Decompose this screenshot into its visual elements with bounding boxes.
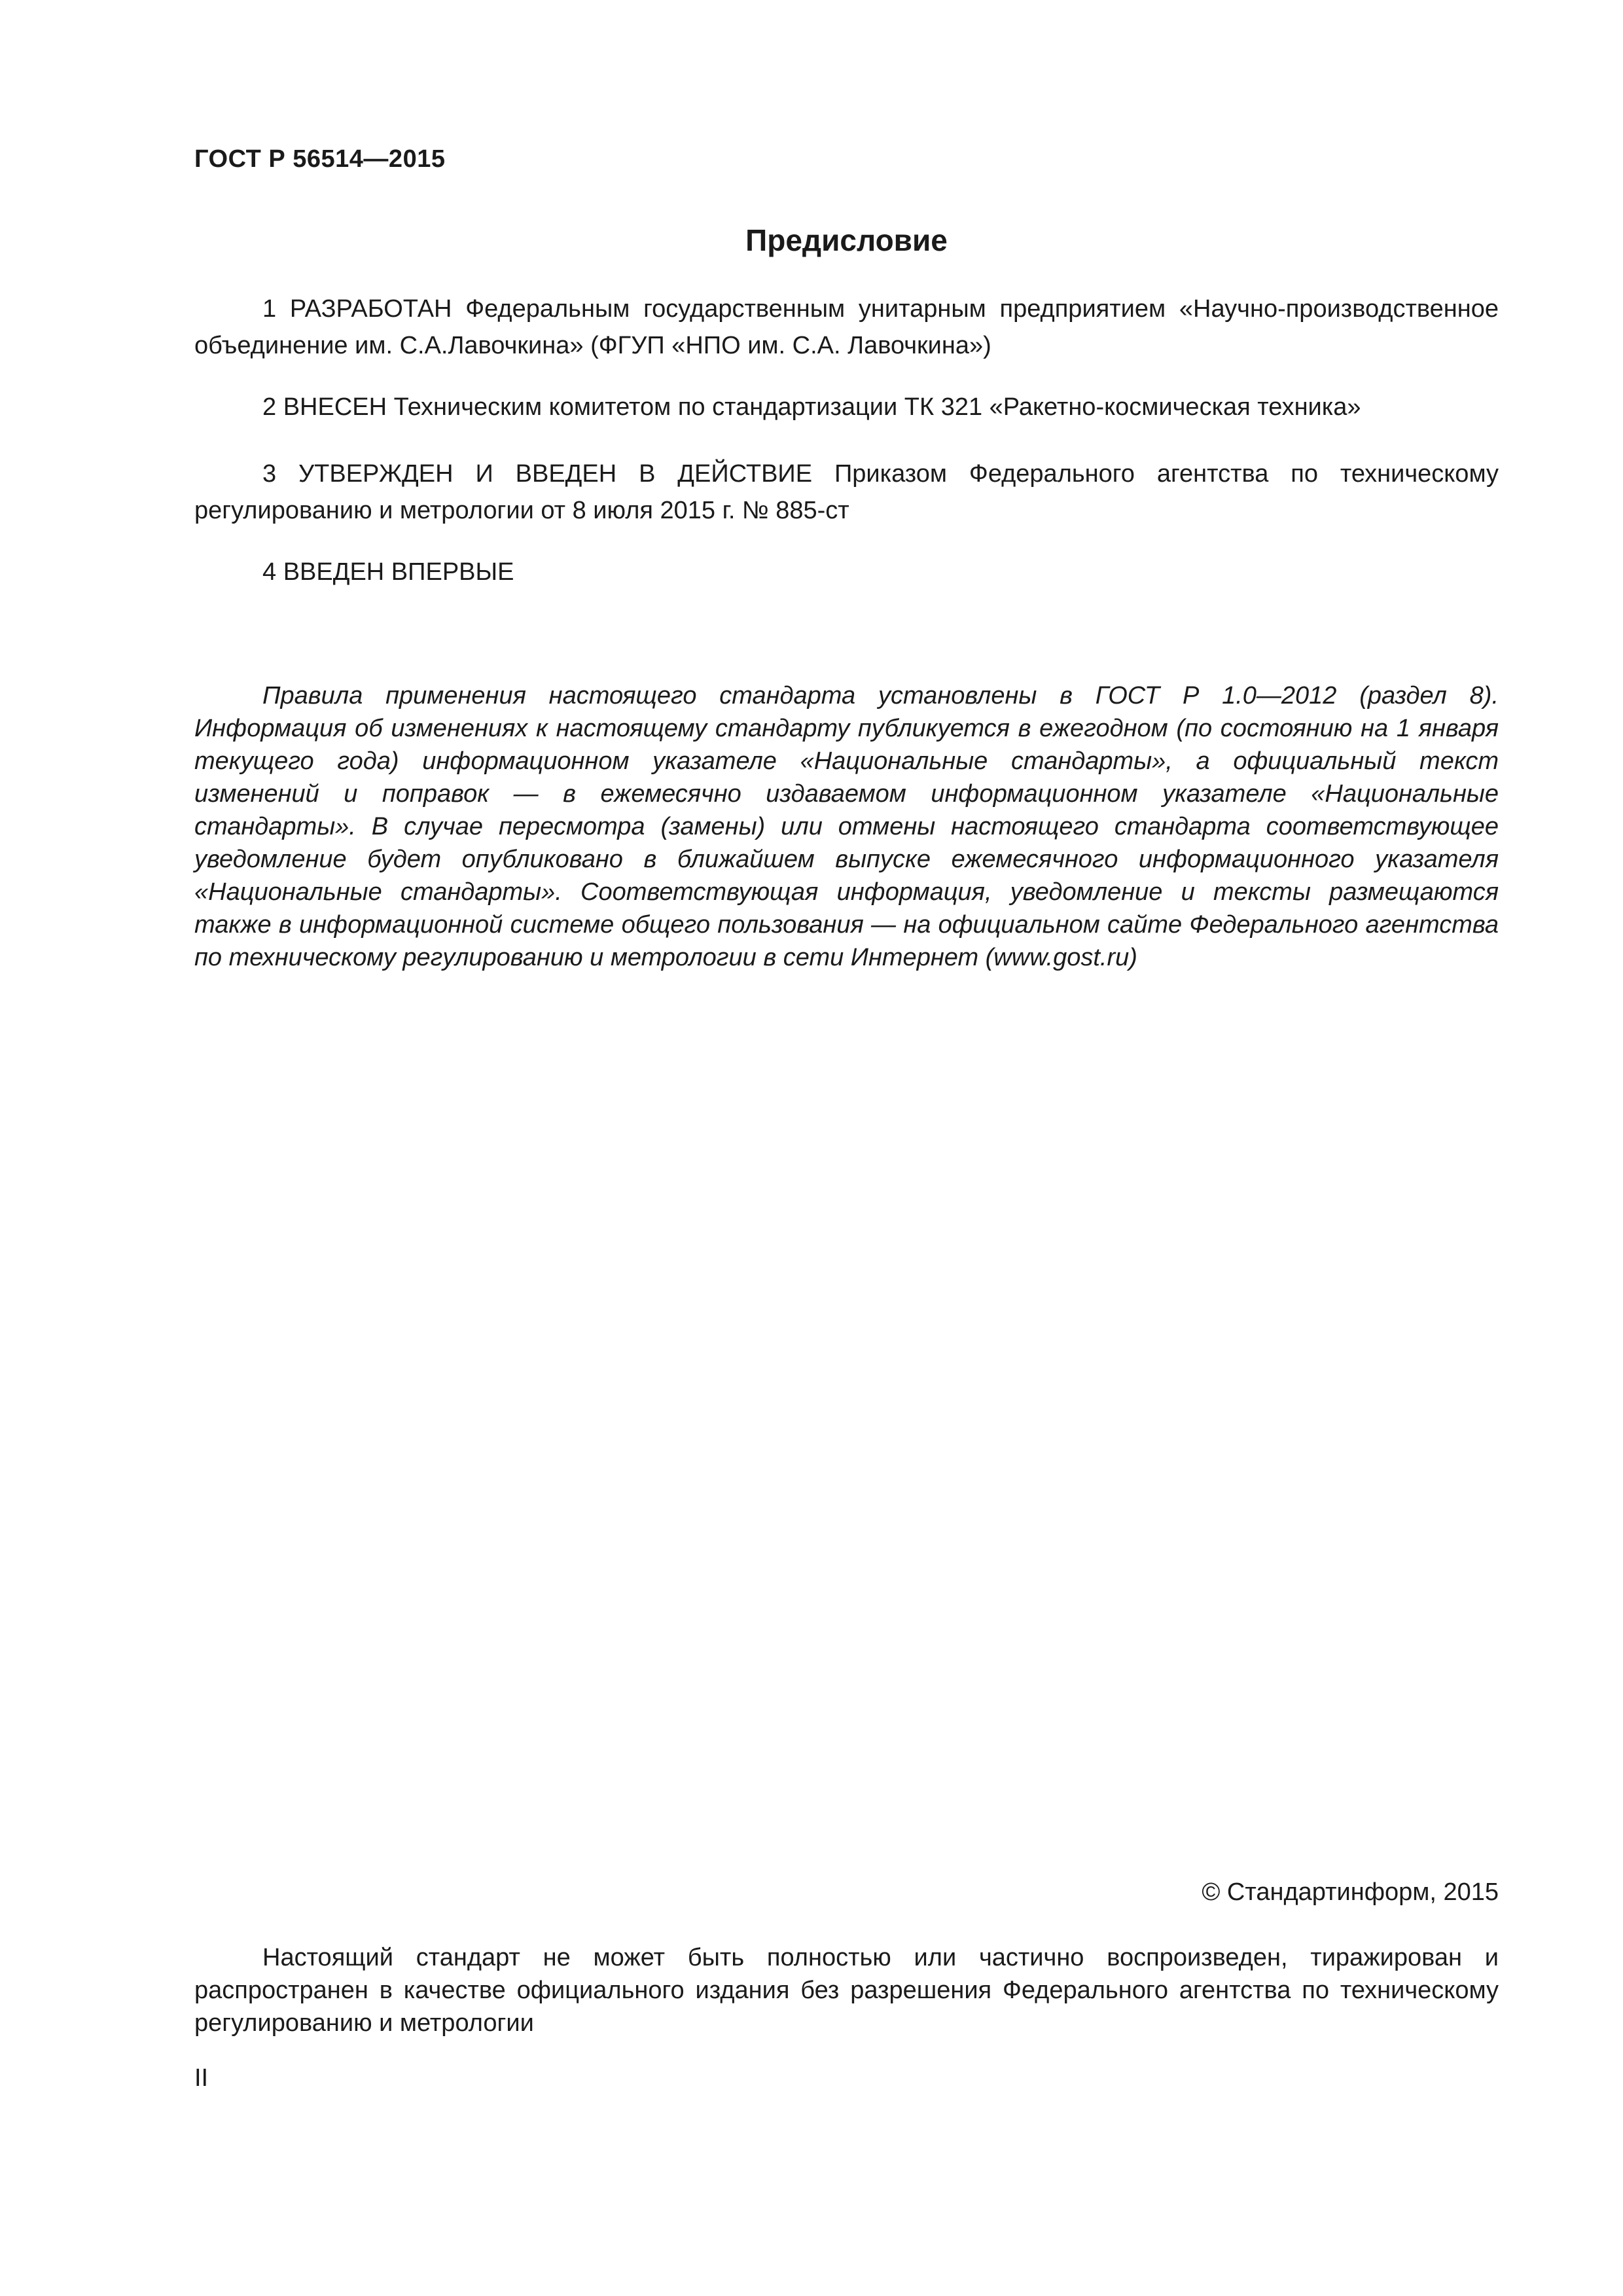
document-code: ГОСТ Р 56514—2015 (194, 145, 446, 173)
application-rules-notice: Правила применения настоящего стандарта установлены в ГОСТ Р 1.0—2012 (раздел 8). Информация об изменениях к настоящему стандарту публикуется в ежегодном (по состоянию на 1 января текущего года) информационном указателе «Национальные стандарты», а официальный текст изменений и поправок — в ежемесячно издаваемом информационном указателе «Национальные стандарты». В случае пересмотра (замены) или отмены настоящего стандарта соответствующее уведомление будет опубликовано в ближайшем выпуске ежемесячного информационного указателя «Национальные стандарты». Соответствующая информация, уведомление и тексты размещаются также в информационной системе общего пользования — на официальном сайте Федерального агентства по техническому регулированию и метрологии в сети Интернет (www.gost.ru) (194, 682, 1499, 971)
foreword-item-1: 1 РАЗРАБОТАН Федеральным государственным унитарным предприятием «Научно-производственное объединение им. С.А.Лавочкина» (ФГУП «НПО им. С.А. Лавочкина») (194, 295, 1499, 359)
copyright-line: © Стандартинформ, 2015 (1202, 1878, 1499, 1906)
foreword-item-3: 3 УТВЕРЖДЕН И ВВЕДЕН В ДЕЙСТВИЕ Приказом Федерального агентства по техническому регулированию и метрологии от 8 июля 2015 г. № 885-ст (194, 460, 1499, 524)
page-title: Предисловие (745, 223, 948, 257)
page-number: II (194, 2064, 209, 2092)
foreword-item-2: 2 ВНЕСЕН Техническим комитетом по стандартизации ТК 321 «Ракетно-космическая техника» (262, 393, 1361, 421)
reproduction-notice: Настоящий стандарт не может быть полностью или частично воспроизведен, тиражирован и распространен в качестве официального издания без разрешения Федерального агентства по техническому регулированию и метрологии (194, 1944, 1499, 2037)
foreword-item-4: 4 ВВЕДЕН ВПЕРВЫЕ (262, 558, 514, 586)
